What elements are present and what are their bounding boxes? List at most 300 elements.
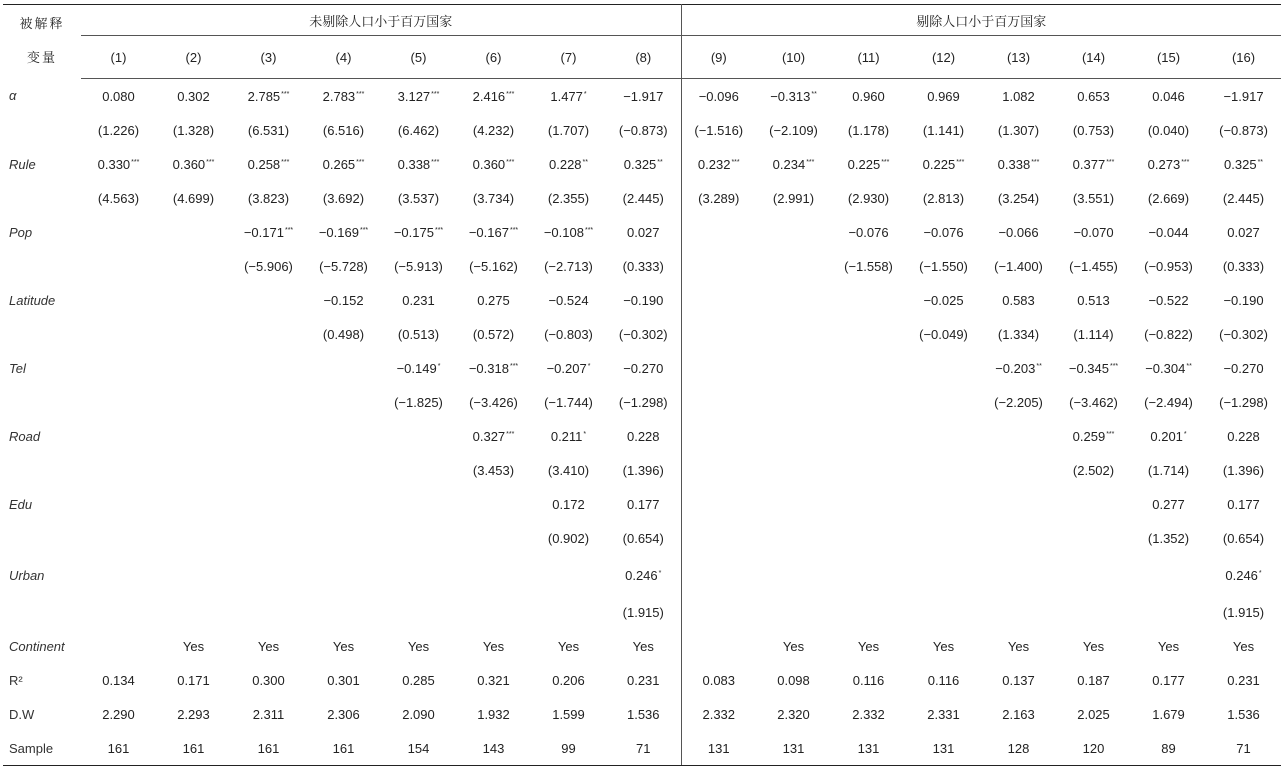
coefficient-cell: [1206, 351, 1281, 385]
coefficient-cell: [981, 147, 1056, 181]
cell-value: (−1.298): [618, 394, 668, 410]
cell-value: (−0.822): [1144, 326, 1193, 342]
cell-value: (3.254): [997, 190, 1040, 206]
cell-value: 0.583: [1002, 292, 1035, 308]
significance-stars: ***: [806, 158, 815, 166]
significance-stars: ***: [584, 226, 594, 234]
cell-value: Yes: [782, 638, 805, 654]
column-number-header: (7): [531, 36, 606, 79]
cell-value: (1.915): [622, 604, 664, 620]
cell-value: (−5.913): [394, 258, 443, 274]
coefficient-cell: [756, 215, 831, 249]
column-number-header: (2): [156, 36, 231, 79]
coefficient-cell: [1206, 283, 1281, 317]
coefficient-cell: [381, 487, 456, 521]
coefficient-row: [3, 215, 1281, 249]
cell-value: (−2.205): [994, 394, 1043, 410]
t-stat-cell: [531, 521, 606, 555]
column-number-header: (9): [681, 36, 756, 79]
cell-value: 0.330: [97, 156, 131, 172]
variable-label: Continent: [9, 638, 65, 654]
significance-stars: **: [582, 158, 588, 166]
coefficient-cell: [606, 147, 681, 181]
cell-value: 154: [407, 740, 430, 756]
t-stat-cell: [456, 521, 531, 555]
t-stat-cell: [1056, 317, 1131, 351]
coefficient-cell: [381, 79, 456, 114]
coefficient-cell: [456, 147, 531, 181]
cell-value: 0.325: [1224, 156, 1257, 172]
cell-value: (−3.462): [1069, 394, 1118, 410]
cell-value: 0.273: [1147, 156, 1181, 172]
coefficient-cell: [381, 419, 456, 453]
column-number-header: (12): [906, 36, 981, 79]
cell-value: −0.522: [1148, 292, 1189, 308]
cell-value: 0.300: [252, 672, 285, 688]
t-stat-cell: [531, 181, 606, 215]
cell-value: (2.813): [922, 190, 965, 206]
significance-stars: **: [1036, 362, 1042, 370]
coefficient-cell: [231, 555, 306, 595]
variable-label: Latitude: [9, 292, 56, 308]
stat-cell: [756, 731, 831, 766]
stat-cell: [906, 629, 981, 663]
t-stat-cell: [306, 181, 381, 215]
coefficient-cell: [981, 555, 1056, 595]
t-stat-cell: [231, 249, 306, 283]
t-stat-cell: [381, 453, 456, 487]
coefficient-cell: [1206, 487, 1281, 521]
t-stat-cell: [1131, 113, 1206, 147]
t-stat-cell: [306, 595, 381, 629]
stat-cell: [306, 697, 381, 731]
cell-value: 2.785: [247, 88, 281, 104]
cell-value: (1.915): [1222, 604, 1265, 620]
coefficient-cell: [81, 215, 156, 249]
t-stat-cell: [906, 595, 981, 629]
cell-value: 0.360: [172, 156, 206, 172]
significance-stars: ***: [281, 158, 290, 166]
significance-stars: **: [1186, 362, 1192, 370]
coefficient-cell: [606, 351, 681, 385]
t-stat-cell: [156, 595, 231, 629]
significance-stars: *: [587, 362, 591, 370]
variable-label: Road: [9, 428, 41, 444]
cell-value: 0.321: [477, 672, 510, 688]
coefficient-cell: [906, 79, 981, 114]
stat-cell: [981, 663, 1056, 697]
cell-value: (6.462): [397, 122, 440, 138]
cell-value: 0.027: [626, 224, 660, 240]
cell-value: 0.234: [772, 156, 806, 172]
cell-value: (2.991): [772, 190, 815, 206]
stat-cell: [231, 697, 306, 731]
t-stat-cell: [456, 385, 531, 419]
coefficient-cell: [231, 215, 306, 249]
t-stat-cell: [1056, 181, 1131, 215]
cell-value: −1.917: [1223, 88, 1264, 104]
cell-value: 71: [1236, 740, 1251, 756]
cell-value: (0.498): [322, 326, 365, 342]
coefficient-cell: [606, 555, 681, 595]
t-stat-cell: [81, 595, 156, 629]
cell-value: (−2.109): [769, 122, 818, 138]
cell-value: (3.289): [698, 190, 740, 206]
cell-value: 0.228: [1227, 428, 1260, 444]
coefficient-cell: [156, 487, 231, 521]
significance-stars: ***: [359, 226, 369, 234]
significance-stars: ***: [506, 430, 515, 438]
cell-value: 131: [782, 740, 805, 756]
variable-label: [3, 521, 81, 555]
t-stat-cell: [1056, 249, 1131, 283]
stat-cell: [606, 731, 681, 766]
cell-value: −0.190: [623, 292, 664, 308]
cell-value: (1.714): [1147, 462, 1190, 478]
cell-value: 0.513: [1077, 292, 1110, 308]
coefficient-row: [3, 487, 1281, 521]
cell-value: (−5.906): [244, 258, 293, 274]
cell-value: −0.270: [623, 360, 664, 376]
cell-value: (−0.953): [1144, 258, 1193, 274]
t-stat-cell: [831, 595, 906, 629]
t-stat-cell: [681, 317, 756, 351]
cell-value: (3.551): [1072, 190, 1115, 206]
coefficient-cell: [756, 555, 831, 595]
cell-value: −0.108: [543, 224, 584, 240]
cell-value: (−0.049): [919, 326, 968, 342]
coefficient-cell: [156, 147, 231, 181]
t-stat-cell: [606, 385, 681, 419]
cell-value: 2.332: [852, 706, 885, 722]
stat-cell: [231, 629, 306, 663]
cell-value: 0.231: [626, 672, 660, 688]
t-stat-cell: [156, 249, 231, 283]
coefficient-cell: [1131, 419, 1206, 453]
coefficient-cell: [831, 215, 906, 249]
significance-stars: ***: [956, 158, 965, 166]
cell-value: (2.445): [622, 190, 664, 206]
significance-stars: ***: [284, 226, 294, 234]
cell-value: Yes: [482, 638, 505, 654]
cell-value: 1.082: [1002, 88, 1035, 104]
t-stat-cell: [156, 113, 231, 147]
t-stat-cell: [681, 385, 756, 419]
cell-value: Yes: [1157, 638, 1180, 654]
coefficient-cell: [681, 555, 756, 595]
t-stat-cell: [456, 181, 531, 215]
coefficient-cell: [156, 419, 231, 453]
stat-cell: [831, 697, 906, 731]
cell-value: −0.152: [323, 292, 364, 308]
t-stat-cell: [831, 385, 906, 419]
cell-value: Yes: [182, 638, 205, 654]
cell-value: (0.572): [472, 326, 515, 342]
t-stat-cell: [231, 453, 306, 487]
column-number-header: (11): [831, 36, 906, 79]
coefficient-cell: [906, 487, 981, 521]
cell-value: 0.360: [472, 156, 506, 172]
cell-value: 120: [1082, 740, 1105, 756]
cell-value: −1.917: [623, 88, 664, 104]
statistic-row: [3, 697, 1281, 731]
cell-value: −0.304: [1145, 360, 1186, 376]
cell-value: Yes: [557, 638, 580, 654]
table-body: [3, 79, 1281, 766]
cell-value: −0.025: [923, 292, 964, 308]
coefficient-cell: [981, 419, 1056, 453]
cell-value: Yes: [407, 638, 430, 654]
t-stat-row: [3, 113, 1281, 147]
coefficient-cell: [906, 215, 981, 249]
cell-value: 0.177: [1227, 496, 1260, 512]
t-stat-cell: [756, 595, 831, 629]
variable-label: α: [9, 88, 17, 104]
cell-value: 0.338: [397, 156, 431, 172]
stat-cell: [456, 697, 531, 731]
cell-value: −0.076: [848, 224, 889, 240]
t-stat-cell: [1206, 317, 1281, 351]
group-header-left: 未剔除人口小于百万国家: [81, 5, 681, 36]
t-stat-cell: [906, 317, 981, 351]
cell-value: 2.332: [702, 706, 736, 722]
coefficient-cell: [231, 419, 306, 453]
coefficient-cell: [81, 487, 156, 521]
cell-value: (1.396): [1222, 462, 1265, 478]
cell-value: −0.044: [1148, 224, 1189, 240]
cell-value: 1.599: [552, 706, 585, 722]
cell-value: (2.502): [1072, 462, 1115, 478]
cell-value: 2.293: [177, 706, 210, 722]
t-stat-cell: [456, 317, 531, 351]
cell-value: (3.537): [397, 190, 440, 206]
stat-cell: [756, 697, 831, 731]
cell-value: (1.114): [1073, 326, 1114, 342]
t-stat-cell: [531, 453, 606, 487]
cell-value: 0.285: [402, 672, 435, 688]
statistic-row: [3, 731, 1281, 766]
cell-value: −0.096: [698, 88, 739, 104]
stat-cell: [981, 697, 1056, 731]
cell-value: 89: [1161, 740, 1176, 756]
cell-value: (0.513): [397, 326, 440, 342]
cell-value: 3.127: [397, 88, 431, 104]
stat-cell: [306, 663, 381, 697]
t-stat-cell: [381, 249, 456, 283]
cell-value: 128: [1007, 740, 1030, 756]
coefficient-cell: [81, 351, 156, 385]
stat-cell: [1206, 629, 1281, 663]
cell-value: −0.313: [770, 88, 811, 104]
t-stat-cell: [156, 521, 231, 555]
t-stat-cell: [606, 181, 681, 215]
cell-value: (1.334): [997, 326, 1040, 342]
stat-cell: [981, 629, 1056, 663]
t-stat-cell: [306, 249, 381, 283]
coefficient-row: [3, 351, 1281, 385]
t-stat-cell: [231, 595, 306, 629]
t-stat-cell: [381, 595, 456, 629]
cell-value: −0.190: [1223, 292, 1264, 308]
cell-value: (6.516): [322, 122, 365, 138]
coefficient-cell: [1056, 215, 1131, 249]
coefficient-cell: [681, 147, 756, 181]
coefficient-cell: [1056, 487, 1131, 521]
significance-stars: ***: [356, 90, 365, 98]
cell-value: 0.116: [927, 672, 960, 688]
coefficient-cell: [456, 79, 531, 114]
t-stat-cell: [306, 385, 381, 419]
cell-value: (3.410): [547, 462, 590, 478]
t-stat-cell: [756, 181, 831, 215]
t-stat-cell: [606, 317, 681, 351]
coefficient-cell: [1206, 215, 1281, 249]
significance-stars: ***: [509, 362, 519, 370]
stat-cell: [1056, 697, 1131, 731]
cell-value: 1.477: [550, 88, 583, 104]
coefficient-cell: [156, 79, 231, 114]
t-stat-cell: [306, 317, 381, 351]
coefficient-cell: [906, 147, 981, 181]
variable-label: Sample: [3, 731, 81, 766]
t-stat-row: [3, 453, 1281, 487]
stat-cell: [381, 629, 456, 663]
coefficient-row: [3, 147, 1281, 181]
cell-value: 0.172: [552, 496, 585, 512]
t-stat-cell: [681, 249, 756, 283]
cell-value: 0.027: [1227, 224, 1260, 240]
t-stat-row: [3, 521, 1281, 555]
cell-value: (1.352): [1147, 530, 1190, 546]
t-stat-cell: [606, 521, 681, 555]
t-stat-cell: [981, 249, 1056, 283]
t-stat-cell: [606, 249, 681, 283]
coefficient-cell: [381, 351, 456, 385]
coefficient-cell: [81, 419, 156, 453]
cell-value: 161: [332, 740, 355, 756]
cell-value: Yes: [332, 638, 355, 654]
t-stat-cell: [81, 521, 156, 555]
significance-stars: ***: [1031, 158, 1040, 166]
cell-value: −0.318: [468, 360, 509, 376]
stat-cell: [906, 663, 981, 697]
t-stat-cell: [381, 385, 456, 419]
cell-value: 0.246: [1225, 567, 1258, 583]
coefficient-cell: [306, 419, 381, 453]
t-stat-cell: [1131, 385, 1206, 419]
cell-value: (2.669): [1147, 190, 1190, 206]
coefficient-cell: [1056, 555, 1131, 595]
stat-cell: [1131, 697, 1206, 731]
stat-cell: [831, 663, 906, 697]
cell-value: (2.355): [547, 190, 590, 206]
t-stat-cell: [981, 317, 1056, 351]
stat-cell: [831, 629, 906, 663]
variable-label: [3, 453, 81, 487]
t-stat-row: [3, 249, 1281, 283]
coefficient-cell: [756, 283, 831, 317]
stat-cell: [531, 663, 606, 697]
t-stat-cell: [606, 453, 681, 487]
t-stat-cell: [531, 249, 606, 283]
coefficient-cell: [306, 555, 381, 595]
cell-value: (−1.516): [694, 122, 744, 138]
cell-value: 0.228: [626, 428, 660, 444]
t-stat-cell: [756, 249, 831, 283]
t-stat-cell: [681, 521, 756, 555]
stat-cell: [681, 663, 756, 697]
cell-value: (1.307): [997, 122, 1040, 138]
coefficient-cell: [531, 215, 606, 249]
cell-value: −0.207: [546, 360, 587, 376]
significance-stars: ***: [731, 158, 740, 166]
column-number-header: (8): [606, 36, 681, 79]
coefficient-cell: [606, 215, 681, 249]
coefficient-cell: [531, 79, 606, 114]
cell-value: 2.320: [777, 706, 810, 722]
significance-stars: **: [811, 90, 817, 98]
cell-value: (−1.298): [1219, 394, 1268, 410]
variable-label: Rule: [9, 156, 36, 172]
stat-cell: [681, 697, 756, 731]
stat-cell: [456, 731, 531, 766]
variable-label: [3, 317, 81, 351]
cell-value: 0.232: [697, 156, 731, 172]
cell-value: 0.258: [247, 156, 281, 172]
coefficient-row: [3, 555, 1281, 595]
t-stat-row: [3, 385, 1281, 419]
cell-value: 2.290: [102, 706, 135, 722]
cell-value: (−0.873): [1219, 122, 1268, 138]
cell-value: 0.098: [777, 672, 810, 688]
t-stat-cell: [456, 453, 531, 487]
coefficient-cell: [1131, 283, 1206, 317]
t-stat-cell: [456, 595, 531, 629]
coefficient-cell: [306, 283, 381, 317]
coefficient-cell: [456, 215, 531, 249]
significance-stars: *: [1183, 430, 1187, 438]
cell-value: (−0.873): [618, 122, 668, 138]
significance-stars: *: [658, 569, 662, 577]
stat-cell: [156, 731, 231, 766]
coefficient-cell: [1056, 419, 1131, 453]
t-stat-cell: [981, 521, 1056, 555]
column-number-header: (3): [231, 36, 306, 79]
cell-value: −0.066: [998, 224, 1039, 240]
cell-value: (−1.825): [394, 394, 443, 410]
t-stat-cell: [831, 317, 906, 351]
stat-cell: [981, 731, 1056, 766]
coefficient-cell: [981, 79, 1056, 114]
significance-stars: ***: [506, 90, 515, 98]
cell-value: (0.654): [622, 530, 664, 546]
t-stat-cell: [1056, 595, 1131, 629]
coefficient-cell: [756, 147, 831, 181]
column-number-row: [3, 36, 1281, 79]
t-stat-cell: [681, 453, 756, 487]
cell-value: −0.524: [548, 292, 589, 308]
stat-cell: [231, 731, 306, 766]
cell-value: (1.141): [922, 122, 965, 138]
coefficient-cell: [81, 555, 156, 595]
coefficient-cell: [906, 351, 981, 385]
coefficient-cell: [231, 487, 306, 521]
coefficient-cell: [681, 79, 756, 114]
coefficient-cell: [531, 419, 606, 453]
cell-value: (0.902): [547, 530, 590, 546]
coefficient-row: [3, 79, 1281, 114]
cell-value: 0.228: [549, 156, 582, 172]
